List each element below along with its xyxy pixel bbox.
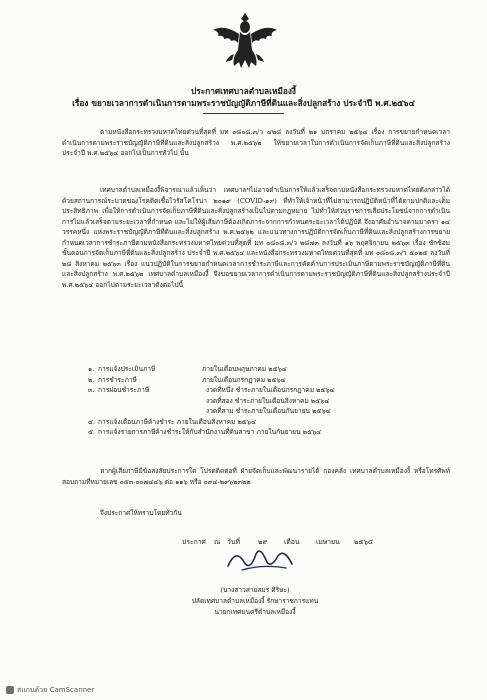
schedule-item-number: ๕. (88, 428, 96, 436)
schedule-item-label: การแจ้งประเมินภาษี (98, 365, 156, 373)
schedule-item-text: การแจ้งรายการภาษีค้างชำระให้กับสำนักงานที่ดินสาขา ภายในกันยายน ๒๕๖๔ (98, 428, 322, 436)
reference-paragraph: ตามหนังสือกระทรวงมหาดไทยด่วนที่สุดที่ มท ๐๘๐๘.๓/ว ๔๒๘ ลงวันที่ ๒๑ มกราคม ๒๕๖๔ เรื่อง การขยายกำหนดเวลาดำเนินการตามพระราชบัญญัติภาษีที่ดินและสิ่งปลูกสร้าง พ.ศ.๒๕๖๒ ให้ขยายเวลาในการดำเนินการจัดเก็บภาษีที่ดินและสิ่งปลูกสร้าง ประจำปี พ.ศ.๒๕๖๔ ออกไปเป็นการทั่วไป นั้น (62, 128, 450, 157)
date-year: ๒๕๖๔ (354, 538, 374, 546)
schedule-item-deadline: ภายในเดือนกรกฎาคม ๒๕๖๔ (202, 375, 286, 384)
schedule-subitem (88, 396, 448, 407)
date-month: เมษายน (316, 538, 340, 546)
schedule-subitem (88, 406, 448, 417)
schedule-item (88, 364, 448, 375)
date-prefix: ประกาศ (182, 538, 206, 546)
signatory-position-acting: นายกเทศมนตรีตำบลเหมืองงี้ (214, 608, 296, 616)
schedule-item-number: ๒. (88, 375, 95, 384)
schedule-item (88, 385, 448, 396)
schedule-item (88, 427, 448, 438)
schedule-item-number: ๓. (88, 386, 95, 394)
installment-3: งวดที่สาม ชำระภายในเดือนกันยายน ๒๕๖๔ (206, 407, 331, 415)
schedule-item-label: การผ่อนชำระภาษี (98, 386, 150, 394)
announcement-title: ประกาศเทศบาลตำบลเหมืองงี้ (191, 86, 296, 96)
handwritten-signature (222, 542, 302, 578)
camscanner-logo-icon (6, 686, 14, 694)
schedule-item-deadline: ภายในเดือนพฤษภาคม ๒๕๖๔ (202, 365, 287, 373)
garuda-emblem-icon (210, 10, 280, 72)
schedule-item-number: ๑. (88, 365, 95, 373)
schedule-list (88, 364, 448, 438)
scanner-label: สแกนด้วย CamScanner (17, 686, 95, 694)
announcement-subject: เรื่อง ขยายเวลาการดำเนินการตามพระราชบัญญัติภาษีที่ดินและสิ่งปลูกสร้าง ประจำปี พ.ศ.๒๕๖๔ (72, 98, 415, 108)
schedule-item (88, 417, 448, 428)
signatory-position: ปลัดเทศบาลตำบลเหมืองงี้ รักษาราชการแทน (191, 597, 319, 605)
schedule-item-label: การชำระภาษี (98, 375, 137, 384)
signatory-name: (นางสาวสายสมร ศิริษะ) (220, 586, 290, 594)
decision-paragraph: เทศบาลตำบลเหมืองงี้พิจารณาแล้วเห็นว่า เทศบาลฯไม่อาจดำเนินการให้แล้วเสร็จตามหนังสือกระทรวงมหาดไทยดังกล่าวได้ ด้วยสถานการณ์ระบาดของโรคติดเชื้อไวรัสโคโรนา ๒๐๑๙ (COVID-๑๙) ที่ทำให้เจ้าหน้าที่ไม่สามารถปฏิบัติหน้าที่ได้ตามปกติและเต็มประสิทธิภาพ เพื่อให้การดำเนินการจัดเก็บภาษีที่ดินและสิ่งปลูกสร้างเป็นไปตามกฎหมาย ไม่ทำให้ส่วนราชการเสียประโยชน์จากการดำเนินการไม่แล้วเสร็จตามระยะเวลาที่กำหนด และไม่ให้ผู้เสียภาษีต้องเกิดภาระจากการกำหนดระยะเวลาได้ปฏิบัติ จึงอาศัยอำนาจตามมาตรา ๑๔ วรรคหนึ่ง แห่งพระราชบัญญัติภาษีที่ดินและสิ่งปลูกสร้าง พ.ศ.๒๕๖๒ และแนวทางการปฏิบัติการจัดเก็บภาษีที่ดินและสิ่งปลูกสร้างการขยายกำหนดเวลาการชำระภาษีตามหนังสือกระทรวงมหาดไทยด่วนที่สุดที่ มท ๐๘๐๘.๓/ว ๒๘๗๓ ลงวันที่ ๑๖ พฤศจิกายน ๒๕๖๓ เรื่อง ซักซ้อมขั้นตอนการจัดเก็บภาษีที่ดินและสิ่งปลูกสร้าง ประจำปี พ.ศ.๒๕๖๔ และหนังสือกระทรวงมหาดไทยด่วนที่สุดที่ มท ๐๘๐๘.๓/ว ๕๐๒๕ ลงวันที่ ๒๘ สิงหาคม ๒๕๖๓ เรื่อง แนวปฏิบัติในการขยายกำหนดเวลาการชำระภาษีและการคัดค้านการประเมินภาษีตามพระราชบัญญัติภาษีที่ดินและสิ่งปลูกสร้าง พ.ศ.๒๕๖๒ เทศบาลตำบลเหมืองงี้ จึงขอขยายเวลาการดำเนินการตามพระราชบัญญัติภาษีที่ดินและสิ่งปลูกสร้างประจำปี พ.ศ.๒๕๖๔ ออกไปตามระยะเวลาดังต่อไปนี้ (62, 186, 450, 289)
schedule-item-text: การแจ้งเตือนภาษีค้างชำระ ภายในเดือนสิงหาคม ๒๕๖๔ (98, 417, 256, 426)
title-divider (203, 113, 284, 114)
scanner-watermark (0, 680, 487, 700)
signatory-block (190, 585, 320, 618)
installment-1: งวดที่หนึ่ง ชำระภายในเดือนกรกฎาคม ๒๕๖๔ (206, 386, 335, 394)
schedule-item (88, 375, 448, 386)
date-day: ๒๙ (258, 538, 268, 546)
contact-paragraph: หากผู้เสียภาษีมีข้อสงสัยประการใด โปรดติดต่อที่ ฝ่ายจัดเก็บและพัฒนารายได้ กองคลัง เทศบาลตำบลเหมืองงี้ หรือโทรศัพท์สอบถามที่หมายเลข ๐๕๓-๐๐๗๔๔๖ ต่อ ๑๑๖ หรือ ๐๙๔-๒๙๖๒๓๒๒ (62, 467, 450, 486)
date-at: ณ (214, 538, 221, 546)
schedule-item-number: ๔. (88, 417, 96, 426)
closing-paragraph: จึงประกาศให้ทราบโดยทั่วกัน (100, 509, 182, 517)
installment-2: งวดที่สอง ชำระภายในเดือนสิงหาคม ๒๕๖๔ (206, 396, 330, 405)
date-day-word: วันที่ (227, 538, 240, 546)
date-month-word: เดือน (284, 538, 300, 546)
